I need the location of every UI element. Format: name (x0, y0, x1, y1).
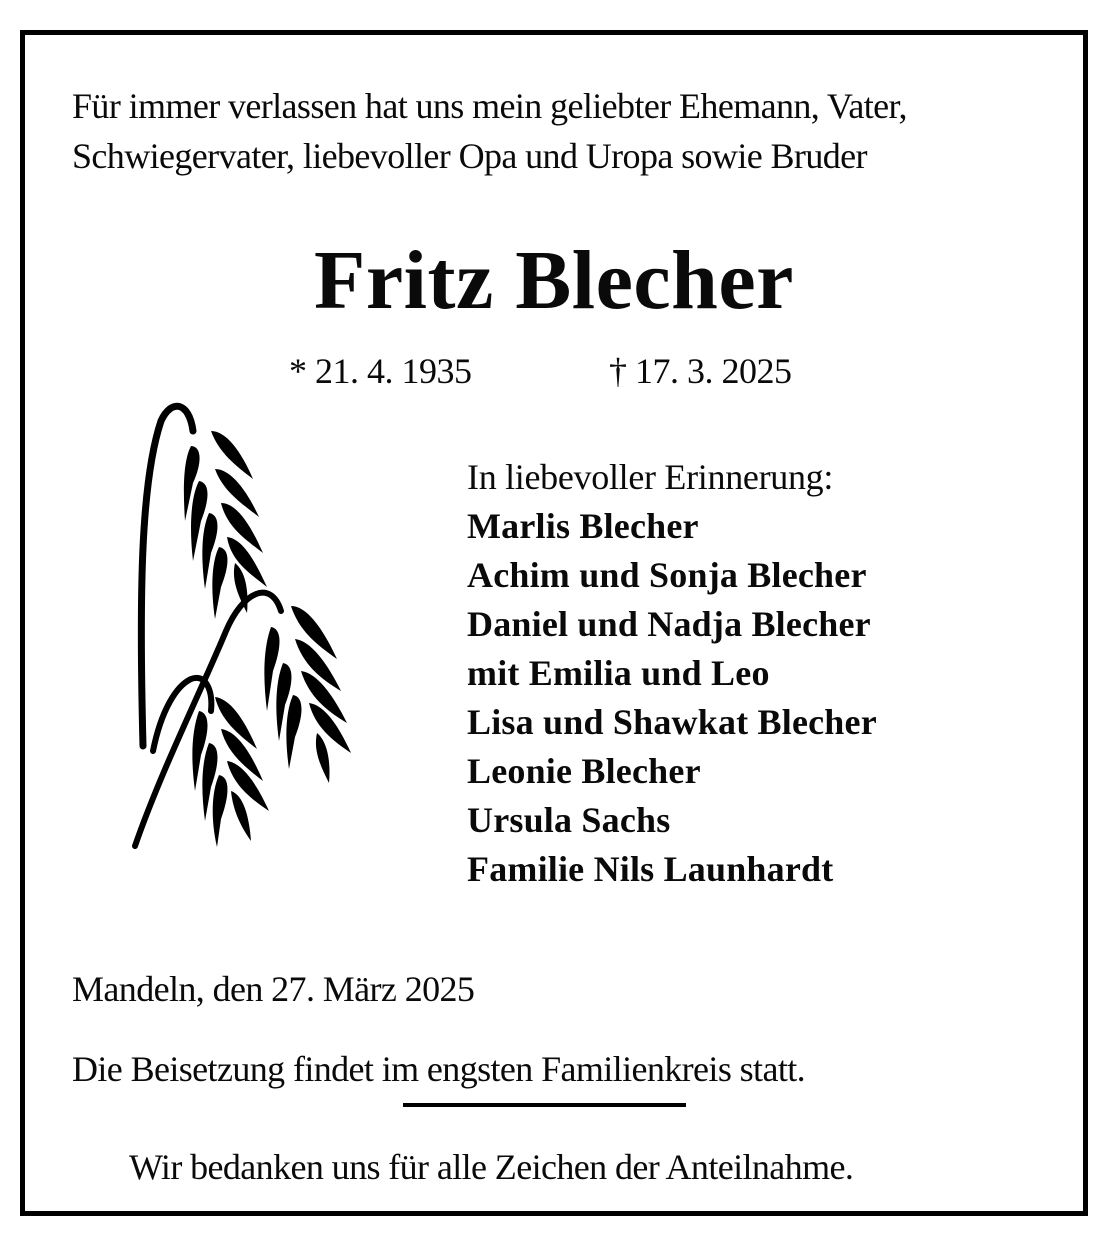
mourner-item: Daniel und Nadja Blecher (467, 604, 871, 644)
mourner-item: Leonie Blecher (467, 751, 701, 791)
death-date: † 17. 3. 2025 (609, 351, 792, 391)
mourner-item: mit Emilia und Leo (467, 653, 770, 693)
mourner-item: Familie Nils Launhardt (467, 849, 834, 889)
mourner-item: Marlis Blecher (467, 506, 699, 546)
mourner-item: Achim und Sonja Blecher (467, 555, 867, 595)
burial-note: Die Beisetzung findet im engsten Familienkreis statt. (72, 1049, 806, 1089)
mourners-heading: In liebevoller Erinnerung: (467, 457, 834, 497)
place-and-date: Mandeln, den 27. März 2025 (72, 969, 475, 1009)
obituary-frame (20, 30, 1088, 1216)
wheat-ears-icon (131, 391, 357, 851)
mourners-list (467, 453, 877, 894)
divider (403, 1103, 686, 1107)
mourner-item: Lisa und Shawkat Blecher (467, 702, 877, 742)
thanks-note: Wir bedanken uns für alle Zeichen der Anteilnahme. (129, 1147, 854, 1187)
intro-text: Für immer verlassen hat uns mein geliebter Ehemann, Vater, Schwiegervater, liebevoller Opa und Uropa sowie Bruder (72, 86, 907, 176)
birth-date: * 21. 4. 1935 (289, 351, 472, 391)
mourner-item: Ursula Sachs (467, 800, 671, 840)
deceased-name: Fritz Blecher (314, 234, 794, 327)
